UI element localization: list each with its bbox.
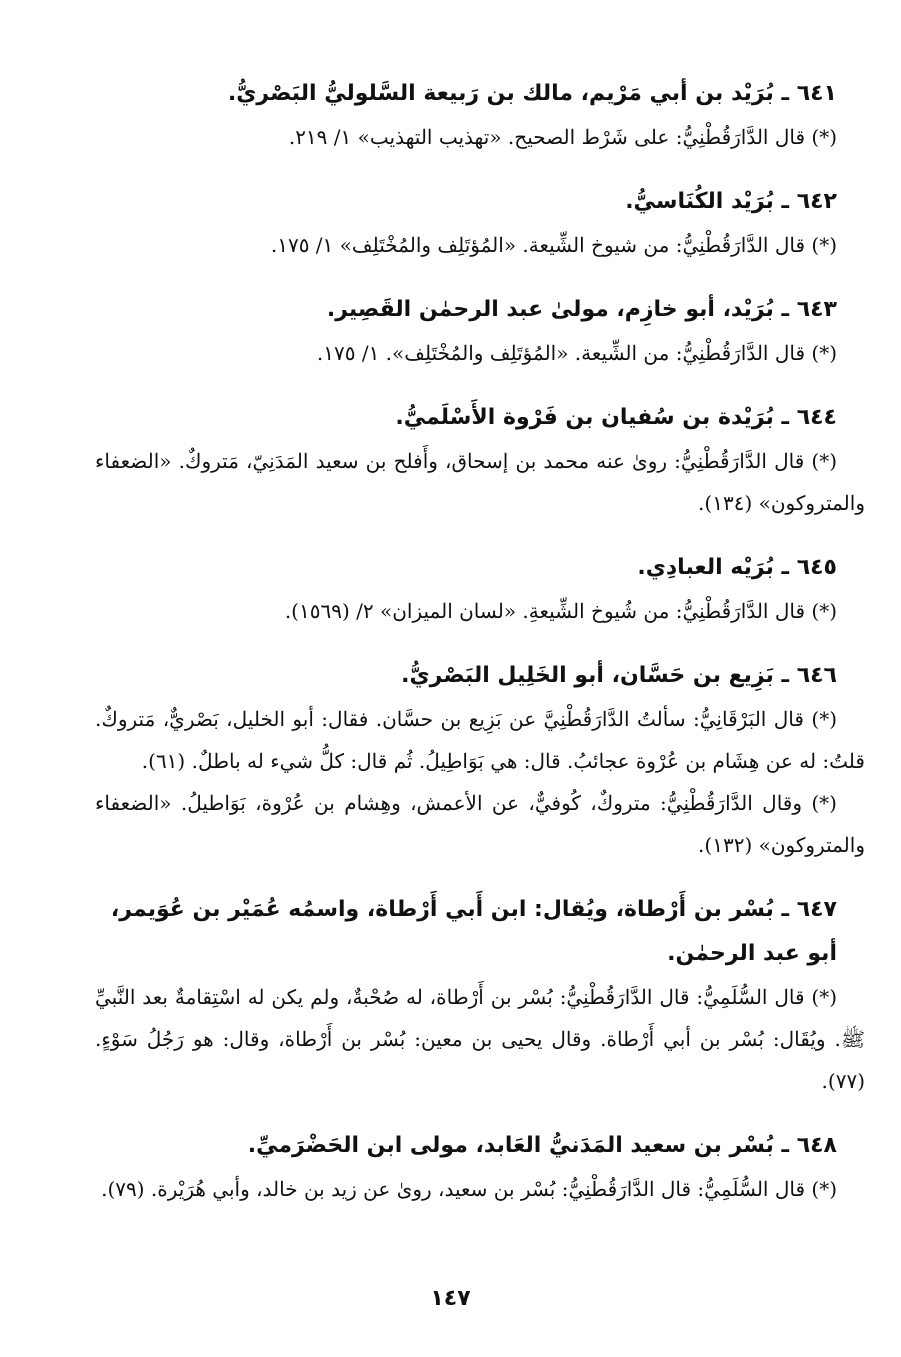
entry-paragraph: (*) قال الدَّارَقُطْنِيُّ: على شَرْط الصحيح. «تهذيب التهذيب» ١/ ٢١٩. xyxy=(288,125,837,149)
entry-heading: ٦٤١ ـ بُرَيْد بن أبي مَرْيم، مالك بن رَبيعة السَّلوليُّ البَصْريُّ. xyxy=(227,81,837,106)
entry-heading: ٦٤٥ ـ بُرَيْه العبادِي. xyxy=(637,555,837,580)
entry xyxy=(95,396,865,524)
entry-heading: ٦٤٧ ـ بُسْر بن أَرْطاة، ويُقال: ابن أَبي أَرْطاة، واسمُه عُمَيْر بن عُوَيمر، أبو عبد الرحمٰن. xyxy=(110,897,837,966)
entry xyxy=(95,888,865,1102)
page-body xyxy=(95,72,865,1232)
entry xyxy=(95,546,865,632)
entries-list xyxy=(95,72,865,1210)
entry-heading: ٦٤٢ ـ بُرَيْد الكُنَاسيُّ. xyxy=(625,189,837,214)
entry-paragraph: (*) قال السُّلَمِيُّ: قال الدَّارَقُطْنِيُّ: بُسْر بن سعيد، روىٰ عن زيد بن خالد، وأبي هُرَيْرة. (٧٩). xyxy=(101,1177,837,1201)
entry-paragraph: (*) قال السُّلَمِيُّ: قال الدَّارَقُطْنِيُّ: بُسْر بن أَرْطاة، له صُحْبةٌ، ولم يكن له اسْتِقامةٌ بعد النَّبيِّ ﷺ. ويُقَال: بُسْر بن أبي أَرْطاة. وقال يحيى بن معين: بُسْر بن أَرْطاة، وقال: هو رَجُلُ سَوْءٍ. (٧٧). xyxy=(95,985,865,1093)
entry xyxy=(95,72,865,158)
entry-heading: ٦٤٣ ـ بُرَيْد، أبو خازِم، مولىٰ عبد الرحمٰن القَصِير. xyxy=(326,297,837,322)
page-number: ١٤٧ xyxy=(430,1286,471,1311)
entry-heading: ٦٤٨ ـ بُسْر بن سعيد المَدَنيُّ العَابد، مولى ابن الحَضْرَميِّ. xyxy=(247,1133,837,1158)
entry xyxy=(95,180,865,266)
entry-paragraph: (*) قال الدَّارَقُطْنِيُّ: من الشِّيعة. «المُؤتَلِف والمُخْتَلِف». ١/ ١٧٥. xyxy=(316,341,837,365)
entry-paragraph: (*) قال الدَّارَقُطْنِيُّ: من شيوخ الشِّيعة. «المُؤتَلِف والمُخْتَلِف» ١/ ١٧٥. xyxy=(270,233,837,257)
entry-heading: ٦٤٤ ـ بُرَيْدة بن سُفيان بن فَرْوة الأَسْلَميُّ. xyxy=(395,405,837,430)
entry-paragraph: (*) قال البَرْقَانِيُّ: سألتُ الدَّارَقُطْنِيَّ عن بَزِيع بن حسَّان. فقال: أبو الخليل، بَصْريٌّ، مَتروكٌ. قلتُ: له عن هِشَام بن عُرْوة عجائبُ. قال: هي بَوَاطِيلُ. ثُم قال: كلُّ شيء له باطلٌ. (٦١). xyxy=(95,707,865,773)
entry xyxy=(95,1124,865,1210)
entry-paragraph: (*) وقال الدَّارَقُطْنِيُّ: متروكٌ، كُوفيٌّ، عن الأعمش، وهِشام بن عُرْوة، بَوَاطيلُ. «الضعفاء والمتروكون» (١٣٢). xyxy=(95,791,865,857)
entry xyxy=(95,654,865,866)
entry-paragraph: (*) قال الدَّارَقُطْنِيُّ: روىٰ عنه محمد بن إسحاق، وأَفلح بن سعيد المَدَنِيّ، مَتروكٌ. «الضعفاء والمتروكون» (١٣٤). xyxy=(95,449,865,515)
entry xyxy=(95,288,865,374)
entry-heading: ٦٤٦ ـ بَزِيع بن حَسَّان، أبو الخَلِيل البَصْريُّ. xyxy=(401,663,837,688)
entry-paragraph: (*) قال الدَّارَقُطْنِيُّ: من شُيوخ الشِّيعةِ. «لسان الميزان» ٢/ (١٥٦٩). xyxy=(284,599,837,623)
